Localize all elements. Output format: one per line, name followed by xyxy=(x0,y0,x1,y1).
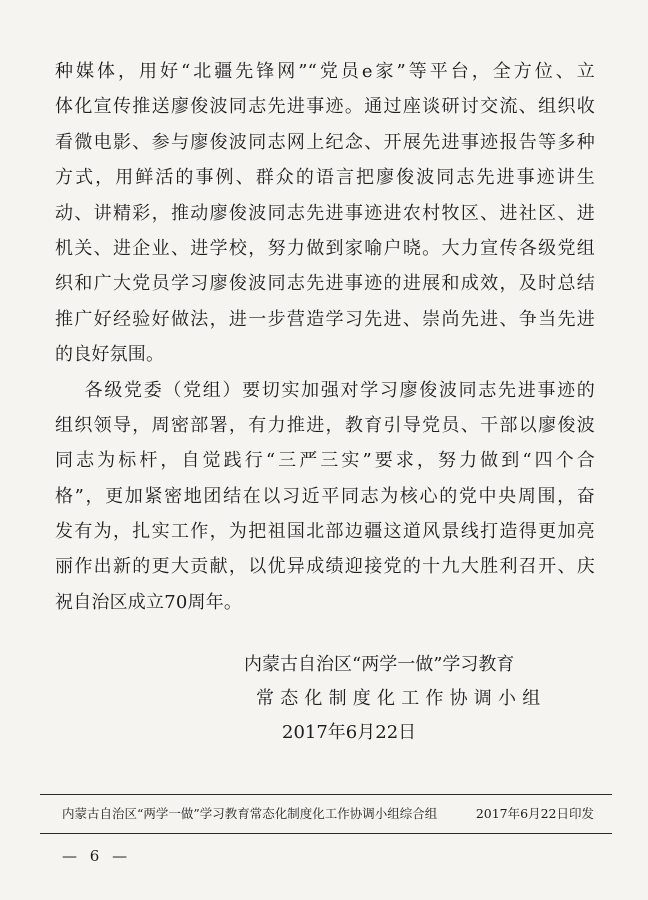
text-line: 机关、进企业、进学校，努力做到家喻户晓。大力宣传各级党组 xyxy=(55,237,595,259)
signature-block xyxy=(244,648,564,750)
text-line: 发有为，扎实工作，为把祖国北部边疆这道风景线打造得更加亮 xyxy=(55,521,595,543)
text-line: 种媒体，用好“北疆先锋网”“党员e家”等平台，全方位、立 xyxy=(55,61,595,82)
signature-org-line-1: 内蒙古自治区“两学一做”学习教育 xyxy=(244,654,515,675)
text-line: 的良好氛围。 xyxy=(55,344,165,366)
text-line: 祝自治区成立70周年。 xyxy=(55,591,243,613)
text-line: 推广好经验好做法，进一步营造学习先进、崇尚先进、争当先进 xyxy=(55,308,595,330)
footer-issuer: 内蒙古自治区“两学一做”学习教育常态化制度化工作协调小组综合组 xyxy=(62,806,438,821)
text-line: 织和广大党员学习廖俊波同志先进事迹的进展和成效，及时总结 xyxy=(55,273,595,295)
body-text xyxy=(55,54,595,620)
footer-issue-date: 2017年6月22日印发 xyxy=(475,806,594,821)
text-line: 同志为标杆，自觉践行“三严三实”要求，努力做到“四个合 xyxy=(55,450,595,472)
text-line: 看微电影、参与廖俊波同志网上纪念、开展先进事迹报告等多种 xyxy=(55,131,595,153)
text-line: 丽作出新的更大贡献，以优异成绩迎接党的十九大胜利召开、庆 xyxy=(55,556,595,578)
text-line: 格”，更加紧密地团结在以习近平同志为核心的党中央周围，奋 xyxy=(55,485,595,507)
issuance-footer xyxy=(40,794,612,834)
text-line: 组织领导，周密部署，有力推进，教育引导党员、干部以廖俊波 xyxy=(55,414,595,436)
text-line: 体化宣传推送廖俊波同志先进事迹。通过座谈研讨交流、组织收 xyxy=(55,96,595,118)
signature-date: 2017年6月22日 xyxy=(282,722,417,743)
text-line: 动、讲精彩，推动廖俊波同志先进事迹进农村牧区、进社区、进 xyxy=(55,202,595,224)
text-line: 方式，用鲜活的事例、群众的语言把廖俊波同志先进事迹讲生 xyxy=(55,167,595,189)
page-number: — 6 — xyxy=(62,847,132,865)
text-line: 各级党委（党组）要切实加强对学习廖俊波同志先进事迹的 xyxy=(55,379,595,401)
signature-org-line-2: 常态化制度化工作协调小组 xyxy=(256,688,547,709)
